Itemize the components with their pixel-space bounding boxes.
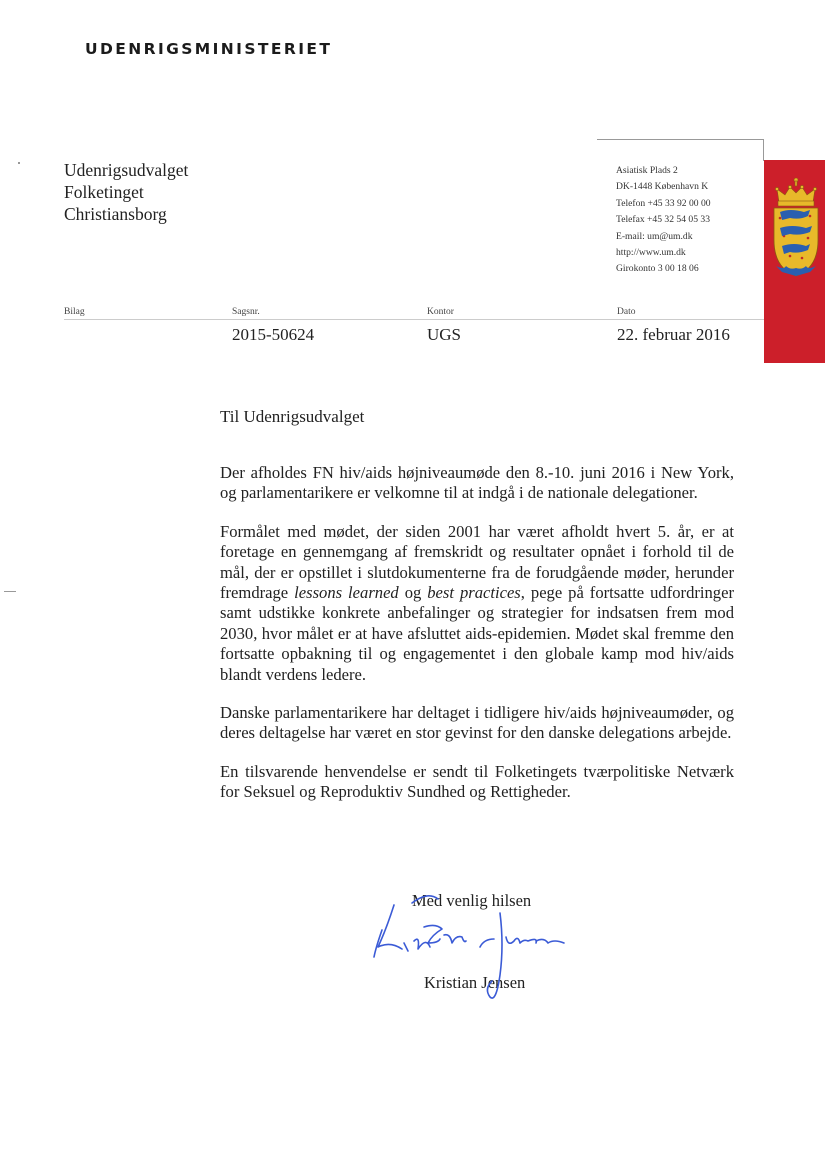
emphasis-lessons-learned: lessons learned — [294, 583, 399, 603]
dato-label: Dato — [617, 307, 636, 317]
address-rule — [597, 139, 764, 140]
dato-value: 22. februar 2016 — [617, 325, 730, 344]
ministry-address — [616, 163, 711, 278]
paragraph-2 — [220, 522, 734, 685]
letter-body — [220, 463, 734, 821]
address-web: http://www.um.dk — [616, 247, 686, 259]
address-line: DK-1448 København K — [616, 181, 709, 193]
recipient-block — [64, 159, 188, 225]
paragraph-1: Der afholdes FN hiv/aids højniveaumøde den 8.-10. juni 2016 i New York, og parlamentarikere er velkomne til at indgå i de nationale delegationer. — [220, 463, 734, 503]
paragraph-2-text: , pege på fortsatte udfordringer samt udstikke konkrete anbefalinger og strategier for indsatsen frem mod 2030, hvor målet er at have afsluttet aids-epidemien. Mødet skal fremme den fortsatte opbakning til og engagementet i den globale kamp mod hiv/aids blandt verdens ledere. — [220, 583, 734, 684]
address-line: Asiatisk Plads 2 — [616, 165, 678, 176]
recipient-line-1: Udenrigsudvalget — [64, 160, 189, 180]
coat-of-arms-icon — [770, 176, 822, 278]
emphasis-best-practices: best practices — [427, 583, 521, 603]
address-phone: Telefon +45 33 92 00 00 — [616, 197, 711, 209]
address-giro: Girokonto 3 00 18 06 — [616, 263, 699, 275]
kontor-value: UGS — [427, 325, 462, 344]
handwritten-signature — [368, 885, 583, 1010]
paragraph-4: En tilsvarende henvendelse er sendt til Folketingets tværpolitiske Netværk for Seksuel og Reproduktiv Sundhed og Rettigheder. — [220, 761, 734, 802]
sagsnr-value: 2015-50624 — [232, 325, 315, 344]
signer-name: Kristian Jensen — [424, 973, 526, 992]
paragraph-2-text: og — [398, 583, 428, 603]
margin-dot — [18, 162, 20, 164]
salutation: Til Udenrigsudvalget — [220, 407, 365, 426]
sagsnr-label: Sagsnr. — [232, 307, 260, 317]
closing: Med venlig hilsen — [412, 891, 532, 910]
recipient-line-2: Folketinget — [64, 182, 144, 202]
recipient-line-3: Christiansborg — [64, 204, 167, 224]
reference-rule — [64, 319, 764, 320]
paragraph-3: Danske parlamentarikere har deltaget i tidligere hiv/aids højniveaumøder, og deres deltagelse har været en stor gevinst for den danske delegations arbejde. — [220, 703, 734, 743]
address-rule-side — [763, 139, 764, 161]
bilag-label: Bilag — [64, 307, 85, 317]
address-email: E-mail: um@um.dk — [616, 230, 693, 242]
paragraph-2-text: Formålet med mødet, der siden 2001 har været afholdt hvert 5. år, er at foretage en gennemgang af fremskridt og resultater opnået i forhold til de mål, der er opstillet i slutdokumenterne fra de forudgående møder, herunder fremdrage — [220, 521, 734, 603]
kontor-label: Kontor — [427, 307, 454, 317]
fold-mark — [4, 591, 16, 592]
ministry-name: UDENRIGSMINISTERIET — [85, 40, 333, 58]
address-fax: Telefax +45 32 54 05 33 — [616, 214, 710, 226]
